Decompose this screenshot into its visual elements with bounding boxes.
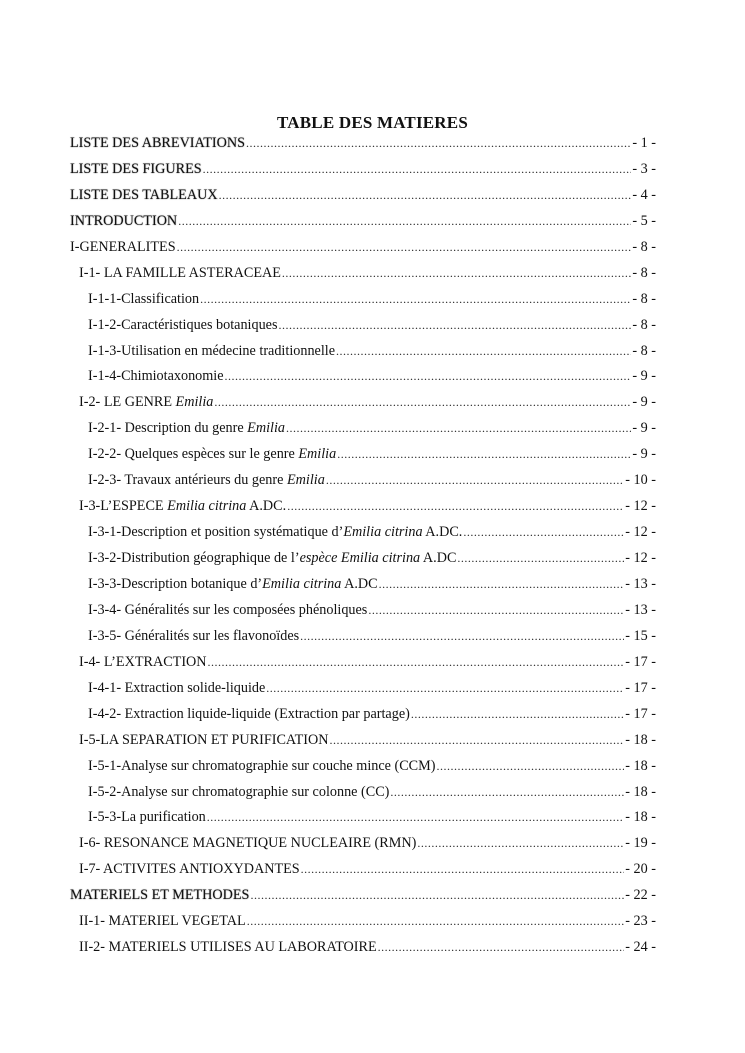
toc-entry-label [79, 911, 246, 931]
toc-entry-row [88, 600, 656, 620]
dot-leader [300, 626, 624, 646]
toc-entry-label [88, 522, 462, 542]
label-text: I-GENERALITES [70, 238, 176, 255]
toc-entry[interactable] [0, 315, 745, 335]
toc-entry-label [79, 263, 281, 283]
dot-leader [411, 704, 624, 724]
dot-leader [203, 159, 632, 179]
page-number: - 4 - [632, 185, 656, 205]
page-number: - 23 - [625, 911, 656, 931]
page-number: - 5 - [632, 211, 656, 231]
italic-text: Emilia [247, 420, 286, 437]
toc-entry[interactable] [0, 185, 745, 205]
italic-text: Emilia citrina [262, 575, 342, 592]
dot-leader [417, 833, 624, 853]
toc-entry-label [79, 937, 377, 957]
label-text: A.DC [341, 575, 378, 592]
page-number: - 3 - [632, 159, 656, 179]
italic-text: Emilia [298, 446, 337, 463]
page-number: - 9 - [632, 366, 656, 386]
toc-entry-label [88, 600, 367, 620]
toc-entry-row [70, 885, 656, 905]
dot-leader [301, 859, 625, 879]
label-text: I-1-4-Chimiotaxonomie [88, 368, 224, 385]
toc-entry-label [88, 756, 435, 776]
page-number: - 1 - [632, 133, 656, 153]
toc-entry[interactable] [0, 704, 745, 724]
toc-entry-row [79, 859, 656, 879]
page-number: - 8 - [632, 341, 656, 361]
label-text: I-2-2- Quelques espèces sur le genre [88, 446, 299, 463]
page-number: - 19 - [625, 833, 656, 853]
page-number: - 8 - [632, 289, 656, 309]
page-number: - 12 - [625, 522, 656, 542]
toc-entry-label [79, 392, 213, 412]
toc-entry-row [88, 366, 656, 386]
toc-entry-label [79, 730, 328, 750]
toc-entry-label [88, 626, 299, 646]
toc-entry[interactable] [0, 341, 745, 361]
dot-leader [379, 574, 625, 594]
page-number: - 17 - [625, 678, 656, 698]
page-number: - 18 - [625, 807, 656, 827]
toc-entry[interactable] [0, 807, 745, 827]
dot-leader [463, 522, 624, 542]
toc-entry[interactable] [0, 911, 745, 931]
italic-text: espèce Emilia citrina [299, 550, 421, 567]
toc-entry[interactable] [0, 678, 745, 698]
label-text: I-2-1- Description du genre [88, 420, 248, 437]
italic-text: Emilia citrina [167, 498, 247, 515]
dot-leader [247, 911, 625, 931]
toc-entry[interactable] [0, 263, 745, 283]
label-text: I-3-2-Distribution géographique de l’ [88, 550, 300, 567]
toc-entry-label [88, 704, 410, 724]
toc-entry-label [70, 885, 249, 905]
dot-leader [250, 885, 624, 905]
label-text: LISTE DES FIGURES [70, 160, 202, 177]
label-text: I-5-1-Analyse sur chromatographie sur couche mince (CCM) [88, 757, 436, 774]
label-text: I-1-1-Classification [88, 290, 200, 307]
dot-leader [326, 470, 624, 490]
toc-entry-label [79, 833, 416, 853]
toc-entry[interactable] [0, 756, 745, 776]
toc-entry-row [88, 341, 656, 361]
toc-entry[interactable] [0, 730, 745, 750]
page-number: - 8 - [632, 315, 656, 335]
toc-entry-row [79, 263, 656, 283]
toc-entry-label [79, 859, 300, 879]
label-text: I-4- L’EXTRACTION [79, 653, 207, 670]
dot-leader [246, 133, 631, 153]
dot-leader [286, 418, 631, 438]
dot-leader [336, 341, 631, 361]
label-text: I-2- LE GENRE [79, 394, 176, 411]
toc-entry-label [88, 418, 285, 438]
page-number: - 17 - [625, 652, 656, 672]
toc-entry[interactable] [0, 496, 745, 516]
label-text: I-3-3-Description botanique d’ [88, 575, 263, 592]
label-text: I-4-1- Extraction solide-liquide [88, 679, 266, 696]
page-number: - 18 - [625, 730, 656, 750]
dot-leader [368, 600, 624, 620]
toc-entry-label [70, 133, 245, 153]
dot-leader [266, 678, 624, 698]
italic-text: Emilia [175, 394, 214, 411]
page-number: - 9 - [632, 392, 656, 412]
page-number: - 24 - [625, 937, 656, 957]
toc-entry[interactable] [0, 782, 745, 802]
toc-entry[interactable] [0, 133, 745, 153]
toc-entry-label [88, 548, 456, 568]
toc-entry-row [88, 807, 656, 827]
page-number: - 12 - [625, 548, 656, 568]
toc-entry-row [70, 133, 656, 153]
dot-leader [282, 263, 631, 283]
page-number: - 18 - [625, 756, 656, 776]
label-text: I-3-L’ESPECE [79, 498, 168, 515]
toc-entry-row [70, 159, 656, 179]
toc-entry-row [70, 211, 656, 231]
dot-leader [225, 366, 632, 386]
label-text: II-1- MATERIEL VEGETAL [79, 913, 246, 930]
toc-entry[interactable] [0, 600, 745, 620]
dot-leader [378, 937, 625, 957]
page-number: - 22 - [625, 885, 656, 905]
toc-entry-label [88, 574, 378, 594]
toc-entry-label [88, 782, 389, 802]
toc-entry-label [88, 807, 206, 827]
toc-entry-label [88, 315, 278, 335]
label-text: I-1- LA FAMILLE ASTERACEAE [79, 264, 281, 281]
toc-entry-label [70, 237, 176, 257]
page-number: - 20 - [625, 859, 656, 879]
toc-entry-label [88, 341, 335, 361]
dot-leader [207, 807, 624, 827]
page-number: - 9 - [632, 418, 656, 438]
toc-entry[interactable] [0, 859, 745, 879]
toc-entry[interactable] [0, 418, 745, 438]
dot-leader [219, 185, 632, 205]
label-text: II-2- MATERIELS UTILISES AU LABORATOIRE [79, 939, 377, 956]
label-text: LISTE DES ABREVIATIONS [70, 135, 245, 151]
label-text: I-1-3-Utilisation en médecine traditionnelle [88, 342, 336, 359]
dot-leader [279, 315, 632, 335]
label-text: I-3-5- Généralités sur les flavonoïdes [88, 627, 300, 644]
page-number: - 9 - [632, 444, 656, 464]
toc-entry-label [88, 366, 224, 386]
toc-entry-label [88, 444, 336, 464]
page-number: - 18 - [625, 782, 656, 802]
toc-entry[interactable] [0, 626, 745, 646]
dot-leader [178, 211, 631, 231]
toc-entry-row [79, 911, 656, 931]
toc-entry[interactable] [0, 237, 745, 257]
toc-entry-row [88, 782, 656, 802]
toc-entry[interactable] [0, 289, 745, 309]
toc-entry[interactable] [0, 159, 745, 179]
label-text: I-7- ACTIVITES ANTIOXYDANTES [79, 861, 300, 878]
toc-entry-row [88, 315, 656, 335]
toc-entry-label [88, 678, 265, 698]
dot-leader [337, 444, 631, 464]
toc-entry-row [88, 704, 656, 724]
page-number: - 13 - [625, 600, 656, 620]
label-text: A.DC. [422, 524, 463, 541]
page-number: - 15 - [625, 626, 656, 646]
toc-entry[interactable] [0, 833, 745, 853]
dot-leader [329, 730, 624, 750]
toc-entry-row [88, 678, 656, 698]
page-number: - 10 - [625, 470, 656, 490]
label-text: I-5-3-La purification [88, 809, 206, 826]
label-text: I-5-2-Analyse sur chromatographie sur colonne (CC) [88, 783, 390, 800]
toc-entry-row [79, 937, 656, 957]
toc-entry[interactable] [0, 522, 745, 542]
toc-entry-row [70, 185, 656, 205]
page-number: - 17 - [625, 704, 656, 724]
toc-entry-row [79, 730, 656, 750]
toc-entry-row [88, 756, 656, 776]
toc-entry-row [79, 496, 656, 516]
toc-entry[interactable] [0, 885, 745, 905]
label-text: I-5-LA SEPARATION ET PURIFICATION [79, 731, 329, 748]
label-text: I-3-4- Généralités sur les composées phénoliques [88, 601, 368, 618]
toc-entry-label [79, 652, 207, 672]
toc-entry[interactable] [0, 937, 745, 957]
toc-entry[interactable] [0, 548, 745, 568]
label-text: I-3-1-Description et position systématique d’ [88, 524, 344, 541]
toc-entry-label [88, 289, 199, 309]
toc-entry[interactable] [0, 574, 745, 594]
toc-entry[interactable] [0, 444, 745, 464]
dot-leader [177, 237, 632, 257]
toc-entry-row [79, 652, 656, 672]
italic-text: Emilia [286, 472, 325, 489]
dot-leader [457, 548, 624, 568]
toc-entry-label [88, 470, 325, 490]
label-text: MATERIELS ET METHODES [70, 887, 250, 904]
toc-entry-row [88, 418, 656, 438]
label-text: I-6- RESONANCE MAGNETIQUE NUCLEAIRE (RMN) [79, 835, 417, 852]
toc-entry-row [88, 522, 656, 542]
dot-leader [390, 782, 624, 802]
italic-text: Emilia citrina [343, 524, 423, 541]
toc-entry-row [88, 574, 656, 594]
toc-entry-row [70, 237, 656, 257]
toc-entry[interactable] [0, 652, 745, 672]
toc-entry-row [79, 392, 656, 412]
page-number: - 8 - [632, 237, 656, 257]
toc-entry-row [88, 470, 656, 490]
toc-entry[interactable] [0, 366, 745, 386]
toc-entry-row [79, 833, 656, 853]
toc-entry-row [88, 289, 656, 309]
toc-entry-row [88, 548, 656, 568]
label-text: I-4-2- Extraction liquide-liquide (Extraction par partage) [88, 705, 410, 722]
label-text: LISTE DES TABLEAUX [70, 186, 218, 203]
dot-leader [214, 392, 631, 412]
dot-leader [287, 496, 624, 516]
page-number: - 12 - [625, 496, 656, 516]
toc-entry[interactable] [0, 392, 745, 412]
label-text: A.DC. [246, 498, 287, 515]
toc-entry-label [79, 496, 286, 516]
page-title: TABLE DES MATIERES [277, 113, 468, 132]
label-text: I-1-2-Caractéristiques botaniques [88, 316, 278, 333]
label-text: I-2-3- Travaux antérieurs du genre [88, 472, 287, 489]
toc-entry-label [70, 185, 218, 205]
toc-entry[interactable] [0, 470, 745, 490]
toc-entry-row [88, 626, 656, 646]
toc-entry-label [70, 159, 202, 179]
dot-leader [436, 756, 624, 776]
toc-entry-label [70, 211, 177, 231]
page-number: - 13 - [625, 574, 656, 594]
toc-entry-row [88, 444, 656, 464]
label-text: INTRODUCTION [70, 212, 178, 229]
dot-leader [200, 289, 631, 309]
label-text: A.DC [420, 550, 457, 567]
page-number: - 8 - [632, 263, 656, 283]
toc-entry[interactable] [0, 211, 745, 231]
dot-leader [208, 652, 625, 672]
